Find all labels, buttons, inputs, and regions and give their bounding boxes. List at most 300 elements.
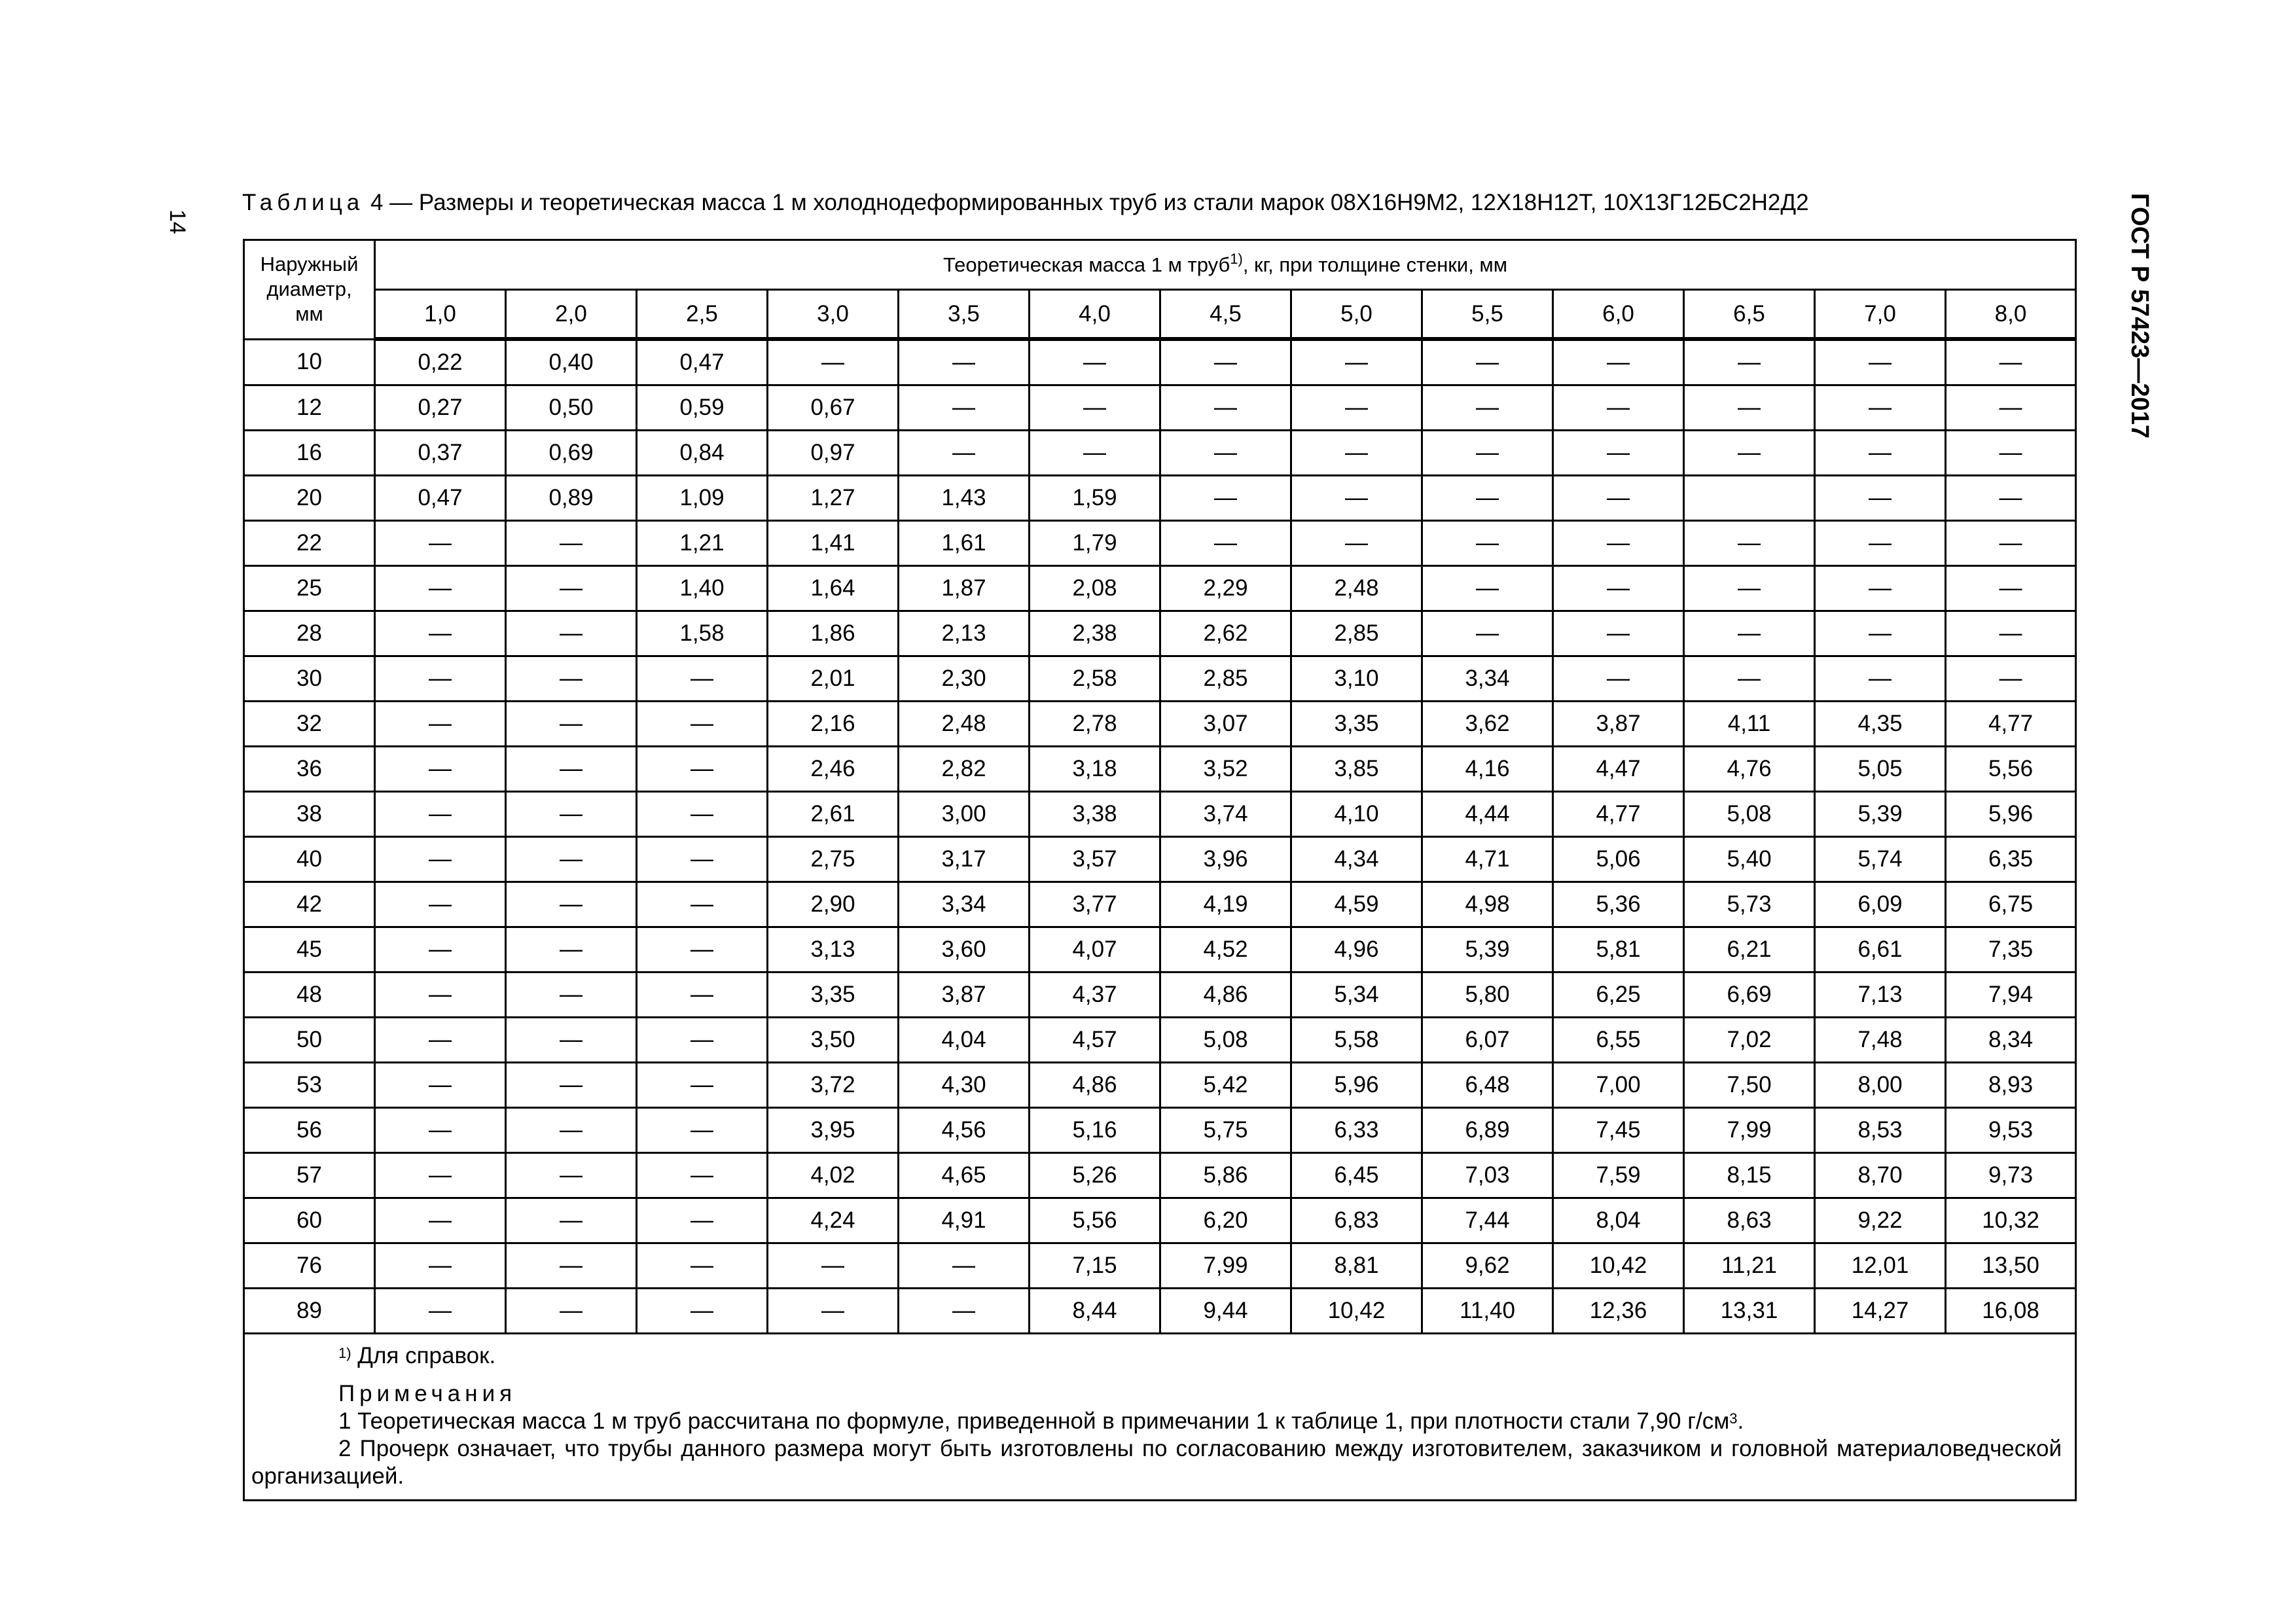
mass-cell: 3,62 (1422, 702, 1553, 747)
mass-cell: — (1684, 611, 1815, 656)
mass-cell: — (1422, 611, 1553, 656)
table-row (244, 1198, 2076, 1243)
mass-cell: — (1946, 339, 2076, 385)
header-thickness-0: 1,0 (375, 290, 506, 340)
mass-cell: — (1160, 431, 1291, 476)
mass-cell: — (1553, 521, 1684, 566)
table-row (244, 1063, 2076, 1108)
outer-diameter-cell: 45 (244, 927, 375, 972)
mass-cell: 6,69 (1684, 972, 1815, 1018)
mass-cell: 6,33 (1291, 1108, 1422, 1153)
note-2: 2 Прочерк означает, что трубы данного размера могут быть изготовлены по согласованию между изготовителем, заказчиком и головной материаловедческой организацией. (251, 1436, 2062, 1489)
mass-cell: — (1422, 385, 1553, 431)
header-thickness-1: 2,0 (506, 290, 637, 340)
mass-cell: 1,79 (1030, 521, 1160, 566)
mass-cell: 3,35 (1291, 702, 1422, 747)
outer-diameter-cell: 12 (244, 385, 375, 431)
mass-cell: — (375, 1063, 506, 1108)
mass-cell: 0,47 (637, 339, 768, 385)
mass-cell: 0,97 (768, 431, 899, 476)
mass-cell: 3,95 (768, 1108, 899, 1153)
mass-cell: — (637, 702, 768, 747)
mass-cell: 6,07 (1422, 1018, 1553, 1063)
mass-cell: 5,96 (1946, 792, 2076, 837)
notes-heading: Примечания (338, 1381, 517, 1406)
mass-cell: 1,21 (637, 521, 768, 566)
mass-cell: — (1815, 385, 1946, 431)
mass-cell: 0,37 (375, 431, 506, 476)
mass-cell: 16,08 (1946, 1289, 2076, 1334)
outer-diameter-cell: 40 (244, 837, 375, 882)
table-caption-label: Таблица (242, 190, 365, 215)
mass-cell: — (1684, 656, 1815, 702)
table-caption (242, 190, 1809, 216)
mass-cell: — (375, 1198, 506, 1243)
header-thickness-5: 4,0 (1030, 290, 1160, 340)
mass-cell: 2,62 (1160, 611, 1291, 656)
mass-cell: 3,60 (899, 927, 1030, 972)
mass-cell: — (1160, 476, 1291, 521)
table-row (244, 747, 2076, 792)
mass-cell: — (1815, 521, 1946, 566)
mass-cell: 5,96 (1291, 1063, 1422, 1108)
outer-diameter-cell: 38 (244, 792, 375, 837)
mass-cell: 3,52 (1160, 747, 1291, 792)
mass-cell: 3,07 (1160, 702, 1291, 747)
mass-cell: 12,01 (1815, 1243, 1946, 1289)
mass-cell: — (899, 431, 1030, 476)
mass-cell: 8,44 (1030, 1289, 1160, 1334)
mass-cell: 2,29 (1160, 566, 1291, 611)
mass-cell: — (506, 1198, 637, 1243)
table-row (244, 1018, 2076, 1063)
mass-cell: 0,22 (375, 339, 506, 385)
mass-cell: 7,99 (1684, 1108, 1815, 1153)
mass-cell: — (1422, 566, 1553, 611)
mass-cell: — (506, 1063, 637, 1108)
mass-cell: — (1684, 339, 1815, 385)
table-row (244, 431, 2076, 476)
mass-cell: — (375, 747, 506, 792)
mass-cell: 5,56 (1946, 747, 2076, 792)
mass-cell: 7,48 (1815, 1018, 1946, 1063)
mass-cell: 4,76 (1684, 747, 1815, 792)
mass-cell: 7,99 (1160, 1243, 1291, 1289)
mass-cell: 3,00 (899, 792, 1030, 837)
mass-cell: 5,56 (1030, 1198, 1160, 1243)
table-row (244, 1108, 2076, 1153)
outer-diameter-cell: 57 (244, 1153, 375, 1198)
mass-cell: 4,71 (1422, 837, 1553, 882)
table-row (244, 927, 2076, 972)
mass-cell: 7,45 (1553, 1108, 1684, 1153)
mass-cell: 1,87 (899, 566, 1030, 611)
header-outer-diameter-line-2: диаметр, (266, 277, 352, 301)
mass-cell: 8,00 (1815, 1063, 1946, 1108)
mass-cell (1684, 476, 1815, 521)
mass-cell: 4,16 (1422, 747, 1553, 792)
outer-diameter-cell: 50 (244, 1018, 375, 1063)
mass-cell: — (506, 611, 637, 656)
mass-cell: — (1815, 566, 1946, 611)
mass-cell: 8,53 (1815, 1108, 1946, 1153)
mass-cell: 5,36 (1553, 882, 1684, 927)
mass-cell: 5,06 (1553, 837, 1684, 882)
header-thickness-4: 3,5 (899, 290, 1030, 340)
mass-cell: 2,78 (1030, 702, 1160, 747)
mass-cell: 4,77 (1946, 702, 2076, 747)
mass-cell: 5,58 (1291, 1018, 1422, 1063)
outer-diameter-cell: 53 (244, 1063, 375, 1108)
table-row (244, 611, 2076, 656)
mass-cell: 5,39 (1815, 792, 1946, 837)
mass-cell: — (1291, 339, 1422, 385)
mass-cell: — (1291, 385, 1422, 431)
mass-cell: 3,38 (1030, 792, 1160, 837)
mass-cell: 2,85 (1160, 656, 1291, 702)
mass-cell: — (1815, 339, 1946, 385)
mass-cell: — (1684, 385, 1815, 431)
mass-cell: 0,27 (375, 385, 506, 431)
table-notes (244, 1334, 2076, 1501)
mass-cell: — (1422, 339, 1553, 385)
table-row (244, 702, 2076, 747)
mass-cell: — (1553, 385, 1684, 431)
mass-cell: 5,40 (1684, 837, 1815, 882)
header-outer-diameter (244, 240, 375, 340)
mass-cell: 0,67 (768, 385, 899, 431)
mass-cell: 0,40 (506, 339, 637, 385)
outer-diameter-cell: 32 (244, 702, 375, 747)
mass-cell: — (375, 1153, 506, 1198)
mass-cell: — (1815, 611, 1946, 656)
mass-cell: 5,08 (1160, 1018, 1291, 1063)
mass-cell: — (506, 702, 637, 747)
mass-cell: — (1946, 476, 2076, 521)
mass-cell: 7,50 (1684, 1063, 1815, 1108)
mass-cell: — (637, 882, 768, 927)
mass-cell: — (1160, 521, 1291, 566)
mass-cell: 9,22 (1815, 1198, 1946, 1243)
mass-cell: 6,75 (1946, 882, 2076, 927)
mass-cell: — (899, 385, 1030, 431)
outer-diameter-cell: 10 (244, 339, 375, 385)
mass-cell: 3,77 (1030, 882, 1160, 927)
outer-diameter-cell: 36 (244, 747, 375, 792)
outer-diameter-cell: 76 (244, 1243, 375, 1289)
mass-cell: 3,35 (768, 972, 899, 1018)
mass-cell: 0,59 (637, 385, 768, 431)
mass-cell: — (1291, 431, 1422, 476)
mass-cell: — (1553, 339, 1684, 385)
mass-cell: 4,19 (1160, 882, 1291, 927)
outer-diameter-cell: 30 (244, 656, 375, 702)
mass-cell: — (637, 1153, 768, 1198)
outer-diameter-cell: 22 (244, 521, 375, 566)
mass-cell: 2,30 (899, 656, 1030, 702)
mass-cell: 1,40 (637, 566, 768, 611)
table-row (244, 1153, 2076, 1198)
mass-cell: — (375, 927, 506, 972)
mass-cell: 3,18 (1030, 747, 1160, 792)
mass-cell: 2,58 (1030, 656, 1160, 702)
mass-cell: 6,35 (1946, 837, 2076, 882)
mass-cell: 5,73 (1684, 882, 1815, 927)
mass-cell: 4,07 (1030, 927, 1160, 972)
mass-cell: — (1030, 431, 1160, 476)
mass-cell: 5,05 (1815, 747, 1946, 792)
mass-cell: 6,48 (1422, 1063, 1553, 1108)
mass-cell: 8,15 (1684, 1153, 1815, 1198)
mass-cell: — (506, 521, 637, 566)
table-row (244, 656, 2076, 702)
mass-cell: 0,69 (506, 431, 637, 476)
mass-cell: 2,75 (768, 837, 899, 882)
mass-cell: — (1684, 566, 1815, 611)
mass-cell: 6,89 (1422, 1108, 1553, 1153)
mass-cell: 4,56 (899, 1108, 1030, 1153)
mass-cell: — (375, 521, 506, 566)
outer-diameter-cell: 89 (244, 1289, 375, 1334)
mass-cell: 9,44 (1160, 1289, 1291, 1334)
outer-diameter-cell: 20 (244, 476, 375, 521)
outer-diameter-cell: 28 (244, 611, 375, 656)
mass-cell: 3,50 (768, 1018, 899, 1063)
mass-cell: 13,31 (1684, 1289, 1815, 1334)
mass-cell: — (1030, 385, 1160, 431)
mass-cell: — (1553, 566, 1684, 611)
mass-cell: 2,90 (768, 882, 899, 927)
mass-cell: 6,61 (1815, 927, 1946, 972)
mass-cell: 1,09 (637, 476, 768, 521)
mass-cell: 5,86 (1160, 1153, 1291, 1198)
note-1: 1 Теоретическая масса 1 м труб рассчитана по формуле, приведенной в примечании 1 к таблице 1, при плотности стали 7,90 $г/см^3$. (338, 1408, 1744, 1434)
table-row (244, 385, 2076, 431)
mass-cell: — (637, 1063, 768, 1108)
mass-cell: — (1946, 656, 2076, 702)
header-outer-diameter-line-1: Наружный (260, 253, 359, 276)
mass-cell: 7,02 (1684, 1018, 1815, 1063)
mass-cell: 3,96 (1160, 837, 1291, 882)
mass-cell: — (506, 656, 637, 702)
table-caption-text: 4 — Размеры и теоретическая масса 1 м холоднодеформированных труб из стали марок 08Х16Н9М2, 12Х18Н12Т, 10Х13Г12БС2Н2Д2 (370, 190, 1809, 215)
mass-cell: 10,42 (1553, 1243, 1684, 1289)
mass-cell: 5,34 (1291, 972, 1422, 1018)
mass-cell: 11,40 (1422, 1289, 1553, 1334)
mass-cell: 2,48 (1291, 566, 1422, 611)
mass-cell: 5,26 (1030, 1153, 1160, 1198)
mass-cell: 4,86 (1160, 972, 1291, 1018)
mass-cell: 2,85 (1291, 611, 1422, 656)
mass-cell: — (506, 927, 637, 972)
mass-cell: 2,08 (1030, 566, 1160, 611)
mass-cell: 6,55 (1553, 1018, 1684, 1063)
outer-diameter-cell: 42 (244, 882, 375, 927)
mass-cell: 7,13 (1815, 972, 1946, 1018)
table-row (244, 1289, 2076, 1334)
outer-diameter-cell: 16 (244, 431, 375, 476)
header-thickness-9: 6,0 (1553, 290, 1684, 340)
mass-cell: 1,61 (899, 521, 1030, 566)
table-row (244, 476, 2076, 521)
mass-cell: — (506, 882, 637, 927)
mass-cell: 5,75 (1160, 1108, 1291, 1153)
mass-cell: — (1160, 339, 1291, 385)
mass-cell: 2,46 (768, 747, 899, 792)
mass-cell: — (1815, 431, 1946, 476)
header-wall-thickness-row (244, 290, 2076, 340)
mass-cell: 3,57 (1030, 837, 1160, 882)
mass-cell: — (1553, 656, 1684, 702)
mass-cell: 6,45 (1291, 1153, 1422, 1198)
mass-cell: — (375, 702, 506, 747)
mass-cell: — (1946, 566, 2076, 611)
mass-cell: 3,34 (899, 882, 1030, 927)
mass-cell: 5,08 (1684, 792, 1815, 837)
mass-cell: 2,16 (768, 702, 899, 747)
mass-cell: — (1553, 611, 1684, 656)
mass-cell: — (1946, 385, 2076, 431)
mass-cell: 1,86 (768, 611, 899, 656)
mass-cell: 4,98 (1422, 882, 1553, 927)
mass-cell: — (768, 1289, 899, 1334)
outer-diameter-cell: 56 (244, 1108, 375, 1153)
table-body (244, 339, 2076, 1334)
mass-cell: — (1422, 521, 1553, 566)
mass-cell: 7,94 (1946, 972, 2076, 1018)
mass-cell: 7,44 (1422, 1198, 1553, 1243)
mass-cell: — (375, 1289, 506, 1334)
mass-cell: 4,77 (1553, 792, 1684, 837)
mass-cell: 3,13 (768, 927, 899, 972)
mass-cell: 2,38 (1030, 611, 1160, 656)
mass-cell: 1,59 (1030, 476, 1160, 521)
mass-cell: 3,17 (899, 837, 1030, 882)
mass-cell: 14,27 (1815, 1289, 1946, 1334)
mass-cell: 8,04 (1553, 1198, 1684, 1243)
mass-cell: — (375, 882, 506, 927)
mass-cell: — (1553, 476, 1684, 521)
mass-cell: 4,59 (1291, 882, 1422, 927)
mass-cell: 3,34 (1422, 656, 1553, 702)
mass-cell: — (1815, 476, 1946, 521)
mass-cell: — (506, 747, 637, 792)
mass-cell: 7,00 (1553, 1063, 1684, 1108)
mass-cell: — (637, 1018, 768, 1063)
table-row (244, 566, 2076, 611)
mass-cell: 0,50 (506, 385, 637, 431)
mass-cell: — (1946, 431, 2076, 476)
mass-cell: — (1422, 476, 1553, 521)
mass-cell: — (1291, 521, 1422, 566)
mass-cell: 4,04 (899, 1018, 1030, 1063)
mass-cell: — (375, 1243, 506, 1289)
mass-cell: — (375, 611, 506, 656)
mass-cell: 6,20 (1160, 1198, 1291, 1243)
mass-cell: 12,36 (1553, 1289, 1684, 1334)
outer-diameter-cell: 60 (244, 1198, 375, 1243)
table-row (244, 1243, 2076, 1289)
mass-cell: 2,01 (768, 656, 899, 702)
mass-cell: — (506, 837, 637, 882)
mass-cell: 4,30 (899, 1063, 1030, 1108)
mass-cell: 4,86 (1030, 1063, 1160, 1108)
mass-cell: 4,34 (1291, 837, 1422, 882)
mass-cell: — (899, 1289, 1030, 1334)
mass-cell: — (375, 792, 506, 837)
mass-cell: — (375, 1018, 506, 1063)
mass-cell: — (768, 339, 899, 385)
table-row (244, 972, 2076, 1018)
mass-cell: — (637, 792, 768, 837)
mass-cell: — (506, 1289, 637, 1334)
mass-cell: — (1946, 521, 2076, 566)
mass-cell: — (375, 656, 506, 702)
mass-cell: 7,03 (1422, 1153, 1553, 1198)
mass-cell: 4,24 (768, 1198, 899, 1243)
mass-cell: 10,32 (1946, 1198, 2076, 1243)
mass-cell: 4,35 (1815, 702, 1946, 747)
mass-cell: 3,85 (1291, 747, 1422, 792)
mass-cell: 9,53 (1946, 1108, 2076, 1153)
mass-cell: 5,80 (1422, 972, 1553, 1018)
mass-cell: — (1684, 431, 1815, 476)
header-outer-diameter-line-3: мм (295, 302, 323, 326)
mass-cell: — (375, 566, 506, 611)
mass-cell: 4,10 (1291, 792, 1422, 837)
mass-cell: — (1422, 431, 1553, 476)
mass-cell: 3,87 (1553, 702, 1684, 747)
mass-cell: 13,50 (1946, 1243, 2076, 1289)
pipe-mass-table (243, 239, 2077, 1501)
mass-cell: 6,09 (1815, 882, 1946, 927)
footnote: $^{1)}$ Для справок. (338, 1343, 496, 1368)
mass-cell: 3,10 (1291, 656, 1422, 702)
mass-cell: 5,42 (1160, 1063, 1291, 1108)
mass-cell: — (375, 972, 506, 1018)
mass-cell: — (506, 792, 637, 837)
mass-cell: 6,21 (1684, 927, 1815, 972)
mass-cell: — (637, 927, 768, 972)
mass-cell: 4,02 (768, 1153, 899, 1198)
mass-cell: 4,11 (1684, 702, 1815, 747)
table-row (244, 837, 2076, 882)
mass-cell: 2,48 (899, 702, 1030, 747)
mass-cell: — (637, 1243, 768, 1289)
mass-cell: 6,25 (1553, 972, 1684, 1018)
mass-cell: — (506, 972, 637, 1018)
mass-cell: — (506, 566, 637, 611)
mass-cell: — (899, 1243, 1030, 1289)
mass-cell: 9,73 (1946, 1153, 2076, 1198)
mass-cell: — (637, 1108, 768, 1153)
mass-cell: 1,27 (768, 476, 899, 521)
mass-cell: — (1030, 339, 1160, 385)
mass-cell: — (506, 1018, 637, 1063)
mass-cell: 6,83 (1291, 1198, 1422, 1243)
mass-cell: — (1815, 656, 1946, 702)
mass-cell: — (637, 747, 768, 792)
mass-cell: — (506, 1243, 637, 1289)
mass-cell: 8,81 (1291, 1243, 1422, 1289)
page-number: 14 (165, 209, 190, 234)
mass-cell: 4,44 (1422, 792, 1553, 837)
table-row (244, 521, 2076, 566)
mass-cell: 11,21 (1684, 1243, 1815, 1289)
mass-cell: 5,39 (1422, 927, 1553, 972)
mass-cell: 7,59 (1553, 1153, 1684, 1198)
mass-cell: 5,74 (1815, 837, 1946, 882)
